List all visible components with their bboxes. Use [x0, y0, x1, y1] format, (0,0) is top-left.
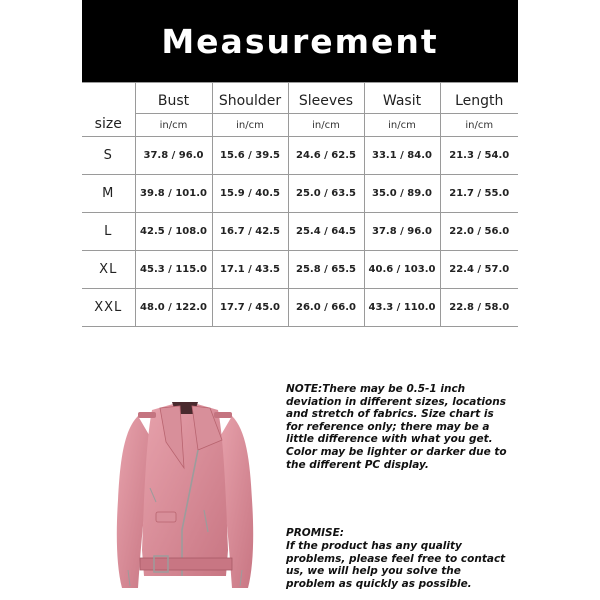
- table-row: [82, 251, 518, 289]
- column-header-sleeves: Sleeves: [288, 83, 364, 114]
- table-cell: 22.8 / 58.0: [440, 289, 518, 327]
- table-cell: 17.1 / 43.5: [212, 251, 288, 289]
- table-cell: 22.0 / 56.0: [440, 213, 518, 251]
- table-header-row: [82, 83, 518, 114]
- size-column-header: size: [82, 83, 135, 137]
- table-cell: 15.6 / 39.5: [212, 137, 288, 175]
- unit-label: in/cm: [288, 114, 364, 137]
- promise-text: If the product has any quality problems, please feel free to contact us, we will help you solve the problem as quickly as possible.: [286, 540, 506, 590]
- note-text: NOTE:There may be 0.5-1 inch deviation in different sizes, locations and stretch of fabrics. Size chart is for reference only; there may be a little difference with what you get. Color may be lighter or darker due to the different PC display.: [286, 383, 507, 471]
- size-name-cell: M: [82, 175, 135, 213]
- size-name-cell: XL: [82, 251, 135, 289]
- table-cell: 25.8 / 65.5: [288, 251, 364, 289]
- table-cell: 17.7 / 45.0: [212, 289, 288, 327]
- column-header-wasit: Wasit: [364, 83, 440, 114]
- table-row: [82, 213, 518, 251]
- unit-label: in/cm: [135, 114, 212, 137]
- unit-label: in/cm: [440, 114, 518, 137]
- column-header-shoulder: Shoulder: [212, 83, 288, 114]
- table-unit-row: [82, 114, 518, 137]
- size-chart-table: [82, 82, 518, 327]
- table-cell: 15.9 / 40.5: [212, 175, 288, 213]
- table-row: [82, 137, 518, 175]
- header-banner: [82, 0, 518, 82]
- pink-moto-jacket-image: [100, 380, 270, 595]
- table-cell: 43.3 / 110.0: [364, 289, 440, 327]
- table-cell: 25.0 / 63.5: [288, 175, 364, 213]
- table-cell: 26.0 / 66.0: [288, 289, 364, 327]
- table-cell: 16.7 / 42.5: [212, 213, 288, 251]
- table-cell: 22.4 / 57.0: [440, 251, 518, 289]
- table-cell: 24.6 / 62.5: [288, 137, 364, 175]
- table-cell: 35.0 / 89.0: [364, 175, 440, 213]
- promise-title: PROMISE:: [286, 527, 344, 539]
- table-cell: 37.8 / 96.0: [135, 137, 212, 175]
- table-cell: 33.1 / 84.0: [364, 137, 440, 175]
- unit-label: in/cm: [212, 114, 288, 137]
- column-header-length: Length: [440, 83, 518, 114]
- page-title: Measurement: [161, 21, 439, 61]
- table-cell: 21.7 / 55.0: [440, 175, 518, 213]
- column-header-bust: Bust: [135, 83, 212, 114]
- size-name-cell: S: [82, 137, 135, 175]
- table-cell: 39.8 / 101.0: [135, 175, 212, 213]
- table-cell: 48.0 / 122.0: [135, 289, 212, 327]
- table-cell: 37.8 / 96.0: [364, 213, 440, 251]
- table-row: [82, 289, 518, 327]
- table-cell: 25.4 / 64.5: [288, 213, 364, 251]
- table-row: [82, 175, 518, 213]
- table-cell: 45.3 / 115.0: [135, 251, 212, 289]
- table-cell: 21.3 / 54.0: [440, 137, 518, 175]
- size-name-cell: XXL: [82, 289, 135, 327]
- table-cell: 40.6 / 103.0: [364, 251, 440, 289]
- size-name-cell: L: [82, 213, 135, 251]
- table-cell: 42.5 / 108.0: [135, 213, 212, 251]
- unit-label: in/cm: [364, 114, 440, 137]
